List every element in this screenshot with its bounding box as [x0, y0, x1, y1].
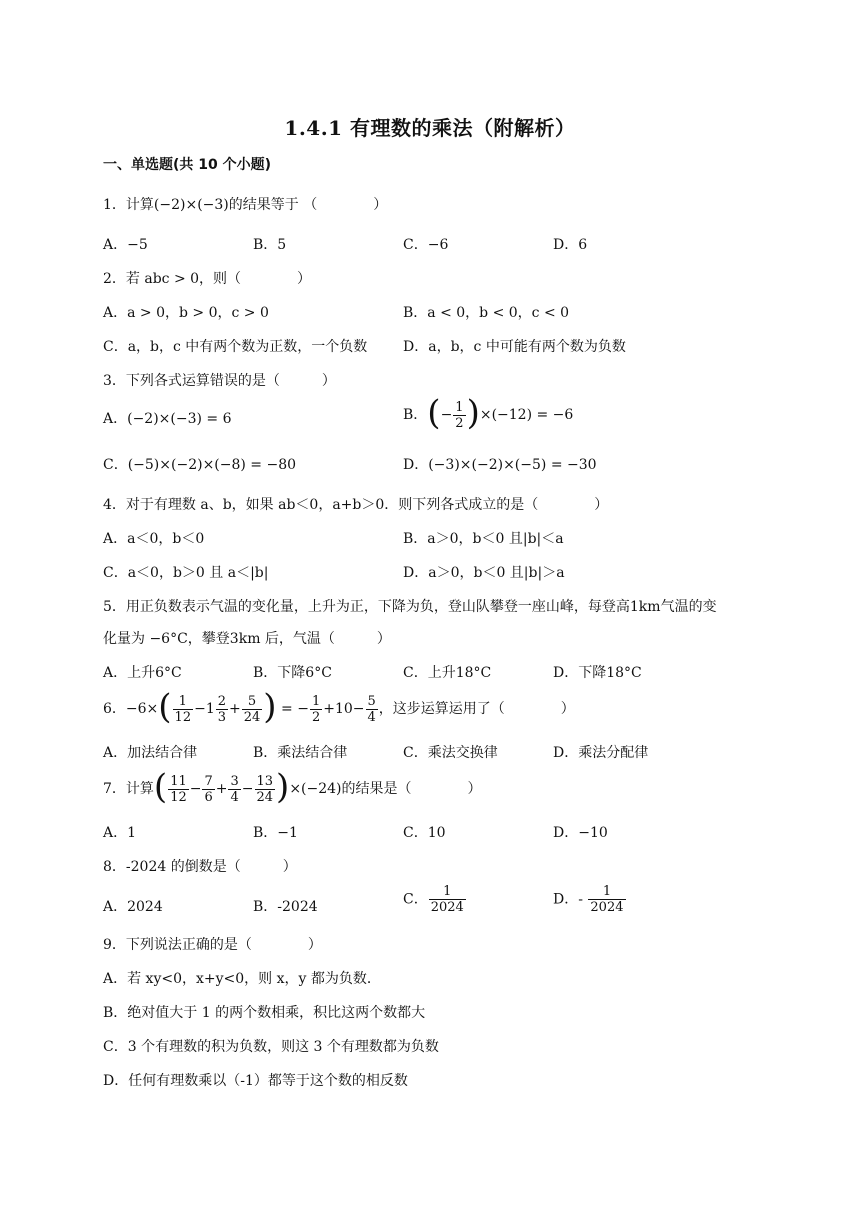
- q3-option-b: B．(− $\frac{1}{2}$ )×(−12) = −6: [403, 393, 574, 433]
- question-7: 7．计算( $\frac{11}{12}$ − $\frac{7}{6}$ + $\frac{3}{4}$ − $\frac{13}{24}$ )×(−24)的结果是（ ）: [103, 767, 482, 807]
- q1-option-b: B．5: [253, 237, 287, 253]
- q8-option-c: C． $\frac{1}{2024}$: [403, 884, 464, 915]
- q3-option-d: D．(−3)×(−2)×(−5) = −30: [403, 457, 597, 473]
- q2-option-c: C．a，b，c 中有两个数为正数，一个负数: [103, 339, 368, 355]
- q5-option-c: C．上升18°C: [403, 665, 492, 681]
- question-8: 8．-2024 的倒数是（ ）: [103, 859, 297, 875]
- q2-option-a: A．a > 0，b > 0，c > 0: [103, 305, 269, 321]
- q8-option-a: A．2024: [103, 899, 163, 915]
- q1-option-c: C．−6: [403, 237, 449, 253]
- question-1: 1．计算(−2)×(−3)的结果等于 （ ）: [103, 197, 388, 213]
- q7-option-b: B．−1: [253, 825, 298, 841]
- q2-option-b: B．a < 0，b < 0，c < 0: [403, 305, 570, 321]
- q3-option-a: A．(−2)×(−3) = 6: [103, 411, 232, 427]
- q8-option-d: D．- $\frac{1}{2024}$: [553, 884, 624, 915]
- q9-option-b: B．绝对值大于 1 的两个数相乘，积比这两个数都大: [103, 1005, 426, 1021]
- q6-option-c: C．乘法交换律: [403, 745, 498, 761]
- q5-option-d: D．下降18°C: [553, 665, 642, 681]
- q2-option-d: D．a，b，c 中可能有两个数为负数: [403, 339, 626, 355]
- page-title: 1.4.1 有理数的乘法（附解析）: [284, 116, 576, 140]
- q8-option-b: B．-2024: [253, 899, 318, 915]
- question-9: 9．下列说法正确的是（ ）: [103, 937, 322, 953]
- question-6: 6．−6×( $\frac{1}{12}$ −1 $\frac{2}{3}$ + $\frac{5}{24}$ ) = − $\frac{1}{2}$ +10− $\frac{5}{4}$ ，这步运算运用了（ ）: [103, 687, 575, 727]
- q9-option-d: D．任何有理数乘以（-1）都等于这个数的相反数: [103, 1073, 408, 1089]
- q7-prefix: 7．计算: [103, 781, 154, 797]
- q7-option-d: D．−10: [553, 825, 608, 841]
- q6-option-a: A．加法结合律: [103, 745, 198, 761]
- q9-option-c: C．3 个有理数的积为负数，则这 3 个有理数都为负数: [103, 1039, 439, 1055]
- q9-option-a: A．若 xy<0，x+y<0，则 x，y 都为负数．: [103, 971, 381, 987]
- question-2: 2．若 abc > 0，则（ ）: [103, 271, 312, 287]
- q1-option-d: D．6: [553, 237, 588, 253]
- question-4: 4．对于有理数 a、b，如果 ab＜0，a+b＞0．则下列各式成立的是（ ）: [103, 497, 609, 513]
- question-5-line-2: 化量为 −6°C，攀登3km 后，气温（ ）: [103, 631, 391, 647]
- q6-option-d: D．乘法分配律: [553, 745, 649, 761]
- q7-option-c: C．10: [403, 825, 446, 841]
- q6-option-b: B．乘法结合律: [253, 745, 348, 761]
- question-3: 3．下列各式运算错误的是（ ）: [103, 373, 336, 389]
- q1-option-a: A．−5: [103, 237, 148, 253]
- q4-option-b: B．a＞0，b＜0 且|b|＜a: [403, 531, 564, 547]
- q6-suffix: ，这步运算运用了（ ）: [378, 701, 575, 717]
- q5-option-a: A．上升6°C: [103, 665, 182, 681]
- q4-option-a: A．a＜0，b＜0: [103, 531, 205, 547]
- q7-option-a: A．1: [103, 825, 137, 841]
- q7-suffix: 的结果是（ ）: [341, 781, 482, 797]
- q4-option-d: D．a＞0，b＜0 且|b|＞a: [403, 565, 565, 581]
- section-heading: 一、单选题(共 10 个小题): [103, 157, 272, 173]
- q3-option-c: C．(−5)×(−2)×(−8) = −80: [103, 457, 297, 473]
- q5-option-b: B．下降6°C: [253, 665, 332, 681]
- question-5-line-1: 5．用正负数表示气温的变化量，上升为正，下降为负，登山队攀登一座山峰，每登高1km气温的变: [103, 599, 717, 615]
- q4-option-c: C．a＜0，b＞0 且 a＜|b|: [103, 565, 269, 581]
